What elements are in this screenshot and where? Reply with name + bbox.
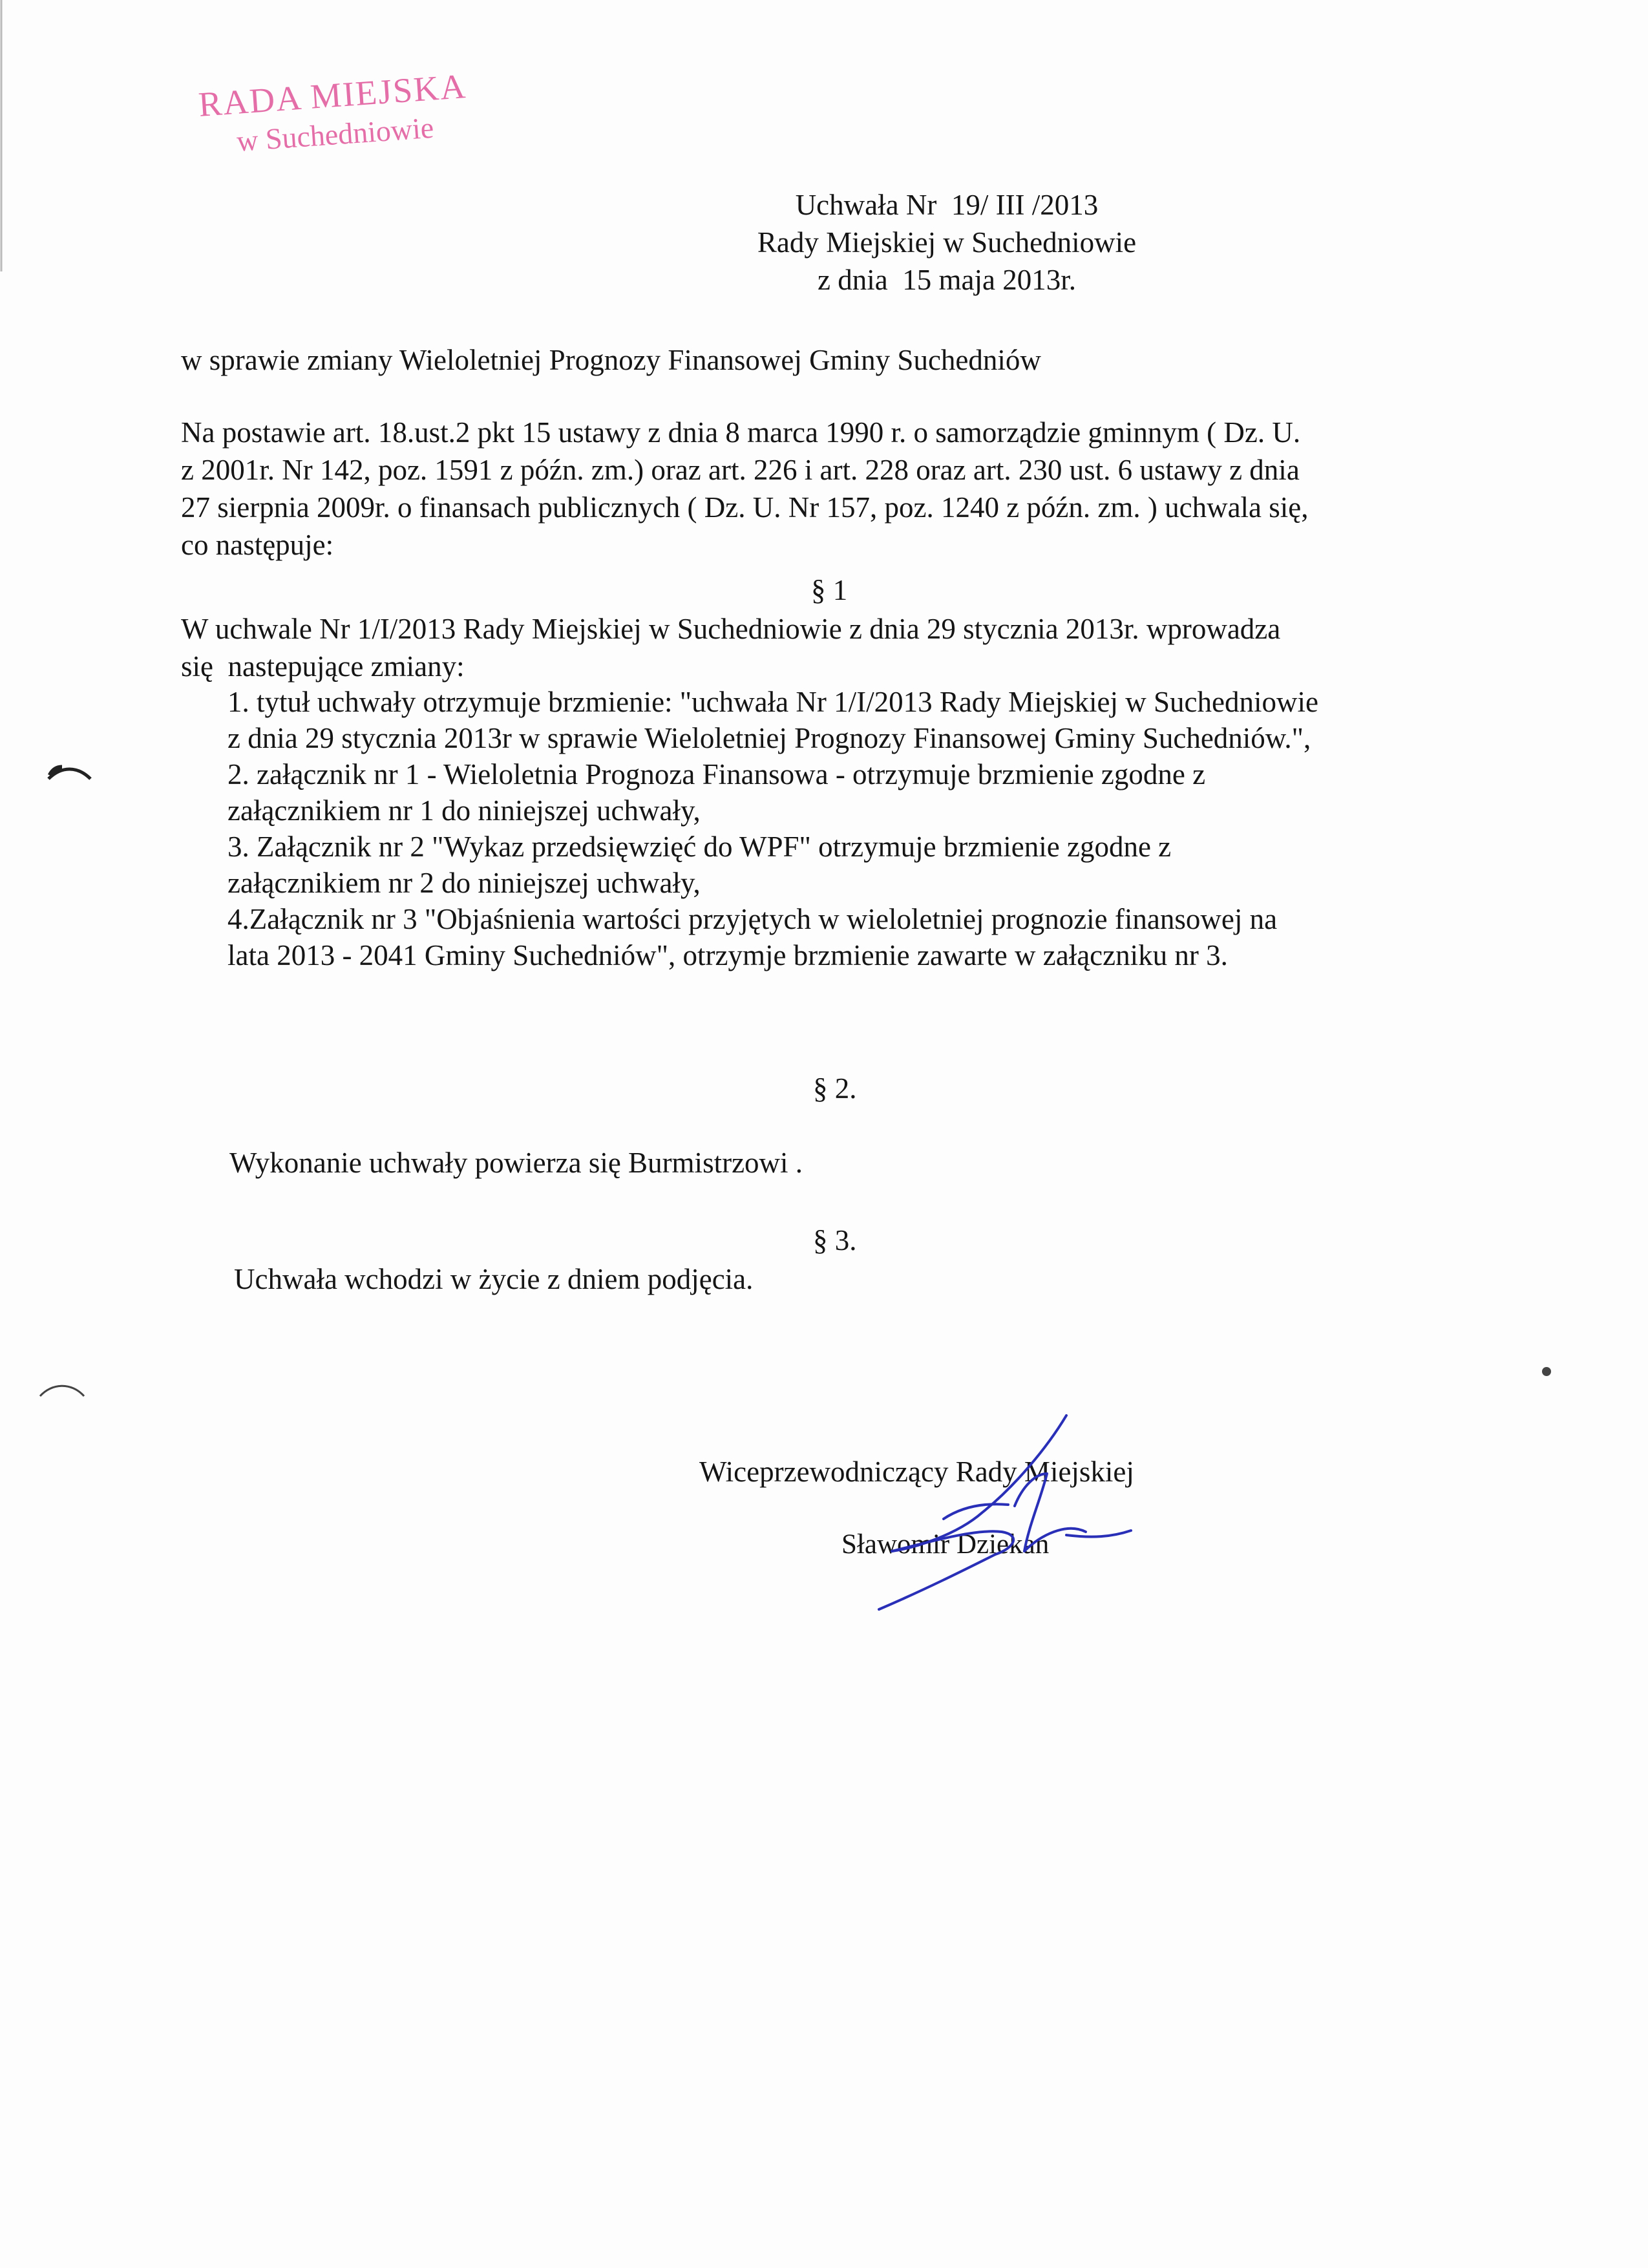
section-1-intro [181, 610, 1280, 685]
handwritten-signature [853, 1409, 1137, 1616]
signatory-title: Wiceprzewodniczący Rady Miejskiej [699, 1456, 1134, 1488]
council-stamp [197, 63, 499, 163]
legal-basis-line: Na postawie art. 18.ust.2 pkt 15 ustawy z dnia 8 marca 1990 r. o samorządzie gminnym ( Dz. U. [181, 416, 1301, 449]
amendment-item: 3. Załącznik nr 2 "Wykaz przedsięwzięć do WPF" otrzymuje brzmienie zgodne z [227, 831, 1172, 863]
section-1-heading: § 1 [811, 574, 848, 606]
legal-basis-line: 27 sierpnia 2009r. o finansach publicznych ( Dz. U. Nr 157, poz. 1240 z późn. zm. ) uchwala się, [181, 491, 1309, 524]
resolution-header [0, 186, 1648, 299]
resolution-date: z dnia 15 maja 2013r. [818, 264, 1076, 296]
resolution-subject: w sprawie zmiany Wieloletniej Prognozy Finansowej Gminy Suchedniów [181, 344, 1041, 376]
section-2-text: Wykonanie uchwały powierza się Burmistrzowi . [229, 1147, 803, 1179]
section-1-intro-line: W uchwale Nr 1/I/2013 Rady Miejskiej w Suchedniowie z dnia 29 stycznia 2013r. wprowadza [181, 613, 1281, 645]
amendment-item: 1. tytuł uchwały otrzymuje brzmienie: "uchwała Nr 1/I/2013 Rady Miejskiej w Suchedniowie [227, 686, 1318, 718]
legal-basis-line: z 2001r. Nr 142, poz. 1591 z późn. zm.) oraz art. 226 i art. 228 oraz art. 230 ust. 6 ustawy z dnia [181, 454, 1300, 486]
resolution-issuer: Rady Miejskiej w Suchedniowie [757, 226, 1137, 259]
amendment-item: 4.Załącznik nr 3 "Objaśnienia wartości przyjętych w wieloletniej prognozie finansowej na [227, 903, 1278, 935]
section-2-heading: § 2. [813, 1072, 857, 1105]
amendment-item: 2. załącznik nr 1 - Wieloletnia Prognoza Finansowa - otrzymuje brzmienie zgodne z [227, 758, 1206, 790]
resolution-number: Uchwała Nr 19/ III /2013 [795, 189, 1099, 221]
section-1-intro-line: się nastepujące zmiany: [181, 650, 465, 683]
signatory-name: Sławomir Dziekan [841, 1529, 1050, 1560]
section-3-text: Uchwała wchodzi w życie z dniem podjęcia. [234, 1263, 754, 1295]
amendment-item: załącznikiem nr 2 do niniejszej uchwały, [227, 867, 701, 899]
legal-basis [181, 414, 1486, 564]
amendment-list [227, 684, 1318, 973]
amendment-item: lata 2013 - 2041 Gminy Suchedniów", otrzymje brzmienie zawarte w załączniku nr 3. [227, 939, 1228, 971]
section-3-heading: § 3. [813, 1224, 857, 1256]
amendment-item: załącznikiem nr 1 do niniejszej uchwały, [227, 794, 701, 827]
stamp-line-1: RADA MIEJSKA [197, 67, 468, 124]
legal-basis-line: co następuje: [181, 529, 334, 561]
amendment-item: z dnia 29 stycznia 2013r w sprawie Wieloletniej Prognozy Finansowej Gminy Suchedniów.", [227, 722, 1311, 754]
stamp-line-2: w Suchedniowie [235, 111, 435, 158]
